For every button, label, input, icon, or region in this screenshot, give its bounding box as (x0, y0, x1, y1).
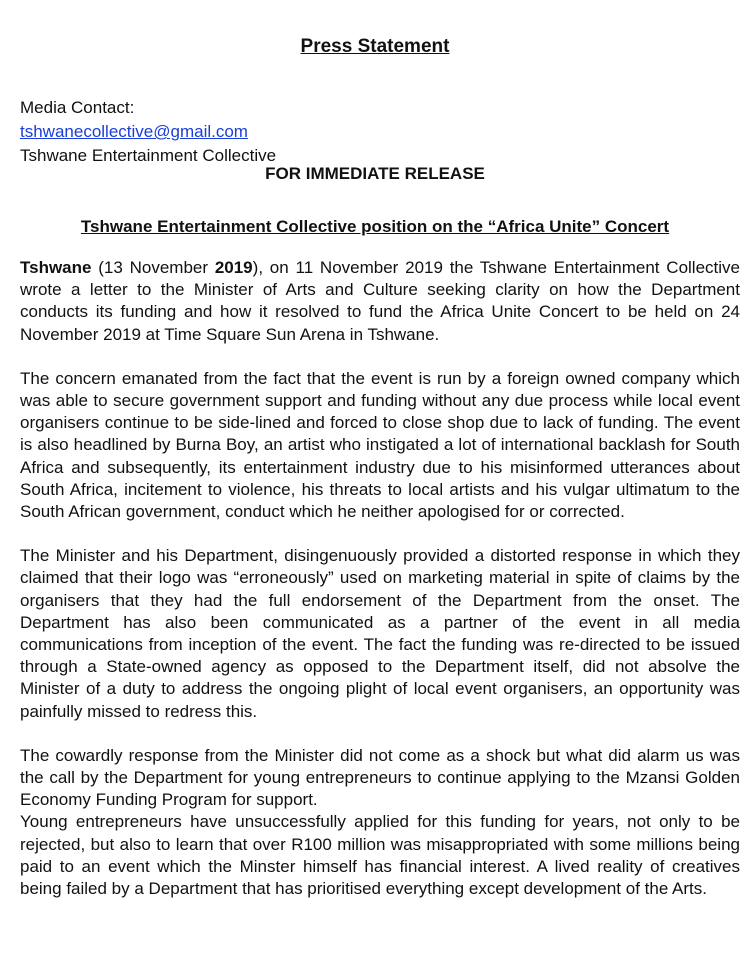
media-contact-block (20, 96, 276, 168)
contact-organisation: Tshwane Entertainment Collective (20, 146, 277, 165)
dateline-year: 2019 (214, 258, 253, 277)
media-contact-label: Media Contact: (20, 98, 135, 117)
contact-email-link[interactable]: tshwanecollective@gmail.com (20, 122, 248, 141)
statement-title: Tshwane Entertainment Collective position on the “Africa Unite” Concert (80, 217, 670, 236)
paragraph-1: Tshwane (13 November 2019), on 11 November 2019 the Tshwane Entertainment Collective wrote a letter to the Minister of Arts and Culture seeking clarity on how the Department conducts its funding and how it resolved to fund the Africa Unite Concert to be held on 24 November 2019 at Time Square Sun Arena in Tshwane. (20, 258, 740, 344)
dateline-place: Tshwane (20, 258, 92, 277)
paragraph-5: Young entrepreneurs have unsuccessfully applied for this funding for years, not only to be rejected, but also to learn that over R100 million was misappropriated with some millions being paid to an event which the Minster himself has financial interest. A lived reality of creatives being failed by a Department that has prioritised everything except development of the Arts. (20, 812, 740, 899)
paragraph-4: The cowardly response from the Minister did not come as a shock but what did alarm us was the call by the Department for young entrepreneurs to continue applying to the Mzansi Golden Economy Funding Program for support. (20, 745, 740, 810)
immediate-release-label: FOR IMMEDIATE RELEASE (265, 164, 485, 183)
paragraph-2: The concern emanated from the fact that the event is run by a foreign owned company which was able to secure government support and funding without any due process while local event organisers continue to be side-lined and forced to close shop due to lack of funding. The event is also headlined by Burna Boy, an artist who instigated a lot of international backlash for South Africa and subsequently, its entertainment industry due to his misinformed utterances about South Africa, incitement to violence, his threats to local artists and his vulgar ultimatum to the South African government, conduct which he neither apologised for or corrected. (20, 368, 740, 522)
statement-body (20, 257, 740, 900)
paragraph-3: The Minister and his Department, disingenuously provided a distorted response in which they claimed that their logo was “erroneously” used on marketing material in spite of claims by the organisers that they had the full endorsement of the Department from the onset. The Department has also been communicated as a partner of the event in all media communications from inception of the event. The fact the funding was re-directed to be issued through a State-owned agency as opposed to the Department itself, did not absolve the Minister of a duty to address the ongoing plight of local event organisers, an opportunity was painfully missed to redress this. (20, 546, 740, 721)
document-heading: Press Statement (300, 36, 450, 57)
